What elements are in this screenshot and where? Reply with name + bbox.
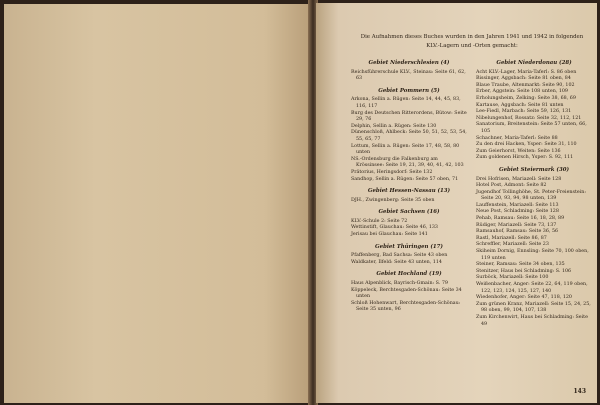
index-entry: Neue Post, Schladming: Seite 128: [476, 209, 559, 215]
index-entry: Burg des Deutschen Ritterordens, Bütow: Seite 29, 76: [351, 110, 467, 123]
index-entry: Weißenbacher, Anger: Seite 22, 64, 119 oben, 122, 123, 124, 125, 127, 140: [476, 282, 588, 294]
index-entry: Zu den drei Hacken, Ysper: Seite 31, 110: [476, 142, 577, 148]
region-heading: Gebiet Hessen-Nassau (13): [367, 188, 451, 195]
index-entry: Drei Hofrisen, Mariazell: Seite 128: [476, 176, 562, 182]
index-entry: Erholungsheim, Zelking: Seite 38, 68, 69: [476, 95, 576, 101]
right-page: [316, 3, 597, 403]
index-entry: Surböck, Mariazell: Seite 100: [476, 275, 549, 281]
index-entry: Blaue Traube, Altenmarkt: Seite 90, 102: [476, 82, 575, 88]
index-entry: Haus Alpenblick, Bayrisch-Gmain: S. 79: [351, 281, 448, 287]
index-entry: Zum Kirchenwirt, Haus bei Schladming: Seite 49: [476, 314, 588, 327]
region-heading: Gebiet Sachsen (16): [378, 209, 440, 216]
index-entry: Sandhop, Sellin a. Rügen: Seite 57 oben, 71: [351, 176, 459, 182]
index-entry: Rastl, Mariazell: Seite 86, 87: [476, 235, 547, 241]
index-entry: Köppeleck, Berchtesgaden-Schönau: Seite 34 unten: [351, 287, 462, 300]
index-entry: Pehab, Ramsau: Seite 16, 18, 28, 89: [476, 216, 565, 222]
region-heading: Gebiet Steiermark (30): [498, 166, 570, 173]
index-entry: Wettinstift, Glauchau: Seite 46, 133: [351, 225, 438, 231]
left-page: [4, 4, 310, 403]
index-entry: Jugendhof Tollinghöhe, St. Peter-Freienstein: Seite 20, 93, 94, 98 unten, 139: [476, 189, 586, 202]
index-entry: Arkona, Sellin a. Rügen: Seite 14, 44, 45, 83, 116, 117: [351, 97, 461, 109]
index-entry: Acht KLV.-Lager, Maria-Taferl: S. 86 oben: [476, 69, 577, 75]
index-entry: Waldkater, Ilfeld: Seite 43 unten, 114: [351, 259, 442, 265]
region-heading: Gebiet Thüringen (17): [375, 243, 443, 250]
index-entry: Nibelungenhof, Rossatz: Seite 32, 112, 121: [476, 115, 582, 121]
region-heading: Gebiet Niederdonau (28): [496, 60, 572, 66]
intro-text: [356, 33, 588, 50]
page-number: 143: [573, 388, 586, 395]
index-entry: Schloß Hohenwart, Berchtesgaden-Schönau: Seite 35 unten, 96: [351, 300, 461, 313]
index-entry: Schreffler, Mariazell: Seite 23: [476, 242, 549, 248]
index-entry: Dünenschloß, Ahlbeck: Seite 50, 51, 52, 53, 54, 55, 65, 77: [351, 130, 467, 142]
index-entry: Stenitzer, Haus bei Schladming: S. 106: [476, 268, 572, 274]
index-entry: DJH., Zwingenberg: Seite 35 oben: [351, 197, 435, 203]
index-entry: Jerisau bei Glauchau: Seite 141: [351, 232, 428, 238]
region-heading: Gebiet Hochland (19): [376, 271, 442, 278]
index-entry: NS.-Ordensburg die Falkenburg am Krössinsee: Seite 19, 21, 39, 40, 41, 42, 103: [351, 156, 464, 169]
index-entry: Schachner, Maria-Taferl: Seite 88: [476, 135, 558, 141]
index-entry: Lauffenstein, Mariazell: Seite 113: [476, 202, 559, 208]
index-entry: Reichsführerschule KLV., Steinau: Seite 61, 62, 63: [351, 69, 466, 82]
index-entry: Ramsauhof, Ramsau: Seite 36, 56: [476, 229, 559, 235]
index-entry: Zum Geierhorst, Weiten: Seite 136: [476, 148, 561, 154]
index-entry: KLV.-Schule 2: Seite 72: [351, 218, 408, 224]
index-entry: Steiner, Ramsau: Seite 34 oben, 135: [476, 262, 565, 268]
region-heading: Gebiet Pommern (5): [378, 87, 440, 94]
intro-line-2: KLV.-Lagern und -Orten gemacht:: [426, 42, 518, 49]
index-entry: Wiedenhofer, Anger: Seite 47, 118, 120: [476, 295, 572, 301]
index-entry: Zum grünen Kranz, Mariazell: Seite 15, 24, 25, 98 oben, 99, 104, 107, 138: [476, 301, 591, 314]
index-entry: Zum goldenen Hirsch, Ysper: S. 92, 111: [476, 155, 574, 161]
index-entry: Lee-Fiedl, Marbach: Seite 59, 126, 131: [476, 109, 572, 115]
intro-line-1: Die Aufnahmen dieses Buches wurden in den Jahren 1941 und 1942 in folgenden: [360, 34, 584, 40]
index-entry: Erber, Aggstein: Seite 108 unten, 109: [476, 89, 568, 95]
index-column-right: [476, 60, 592, 328]
index-entry: Sanatorium, Breitenstein: Seite 57 unten, 66, 105: [476, 122, 587, 134]
region-heading: Gebiet Niederschlesien (4): [368, 60, 450, 66]
index-entry: Pfaffenberg, Bad Sachsa: Seite 43 oben: [351, 253, 448, 259]
index-entry: Rüdiger, Mariazell: Seite 73, 137: [476, 222, 557, 228]
index-entry: Delphin, Sellin a. Rügen: Seite 130: [351, 123, 437, 129]
index-column-left: [351, 60, 467, 314]
index-entry: Bissinger, Aggsbach: Seite 81 oben, 84: [476, 76, 571, 82]
index-entry: Kartause, Aggsbach: Seite 81 unten: [476, 102, 564, 108]
index-entry: Hotel Post, Admont: Seite 82: [476, 183, 547, 189]
index-entry: Lottum, Sellin a. Rügen: Seite 17, 48, 58, 80 unten: [351, 143, 460, 156]
index-entry: Prätorius, Heringsdorf: Seite 132: [351, 169, 433, 175]
index-entry: Skiheim Dornig, Ennsling: Seite 70, 100 oben, 119 unten: [476, 249, 589, 261]
